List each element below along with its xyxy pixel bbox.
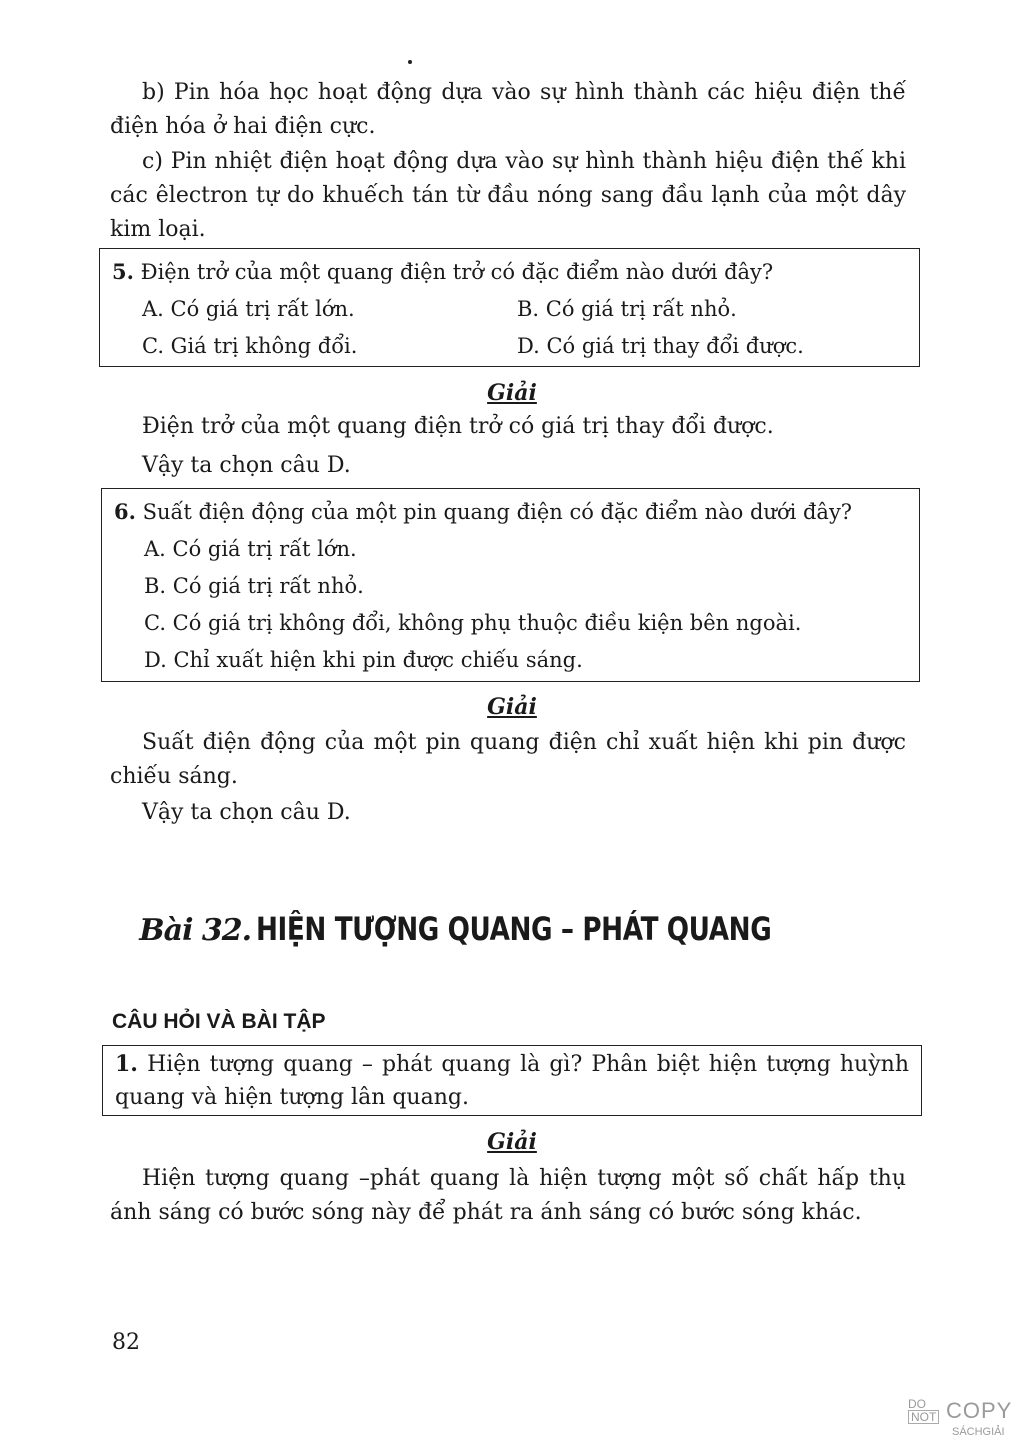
question-5-option-a: A. Có giá trị rất lớn. <box>142 297 355 321</box>
question-6-stem: Suất điện động của một pin quang điện có đặc điểm nào dưới đây? <box>142 500 853 524</box>
watermark-do: DO <box>908 1397 926 1411</box>
answer-b-text: b) Pin hóa học hoạt động dựa vào sự hình thành các hiệu điện thế điện hóa ở hai điện cực. <box>110 80 906 139</box>
question-6-text <box>114 493 907 531</box>
solution-6-conclusion: Vậy ta chọn câu D. <box>142 800 351 825</box>
lesson-title: HIỆN TƯỢNG QUANG – PHÁT QUANG <box>256 910 772 948</box>
ink-speck <box>408 60 412 64</box>
watermark-brand: SÁCHGIẢI <box>952 1426 1005 1438</box>
question-5-option-d: D. Có giá trị thay đổi được. <box>517 334 804 358</box>
question-6-box <box>101 488 920 682</box>
solution-heading-6: Giải <box>487 694 537 720</box>
question-6-option-a: A. Có giá trị rất lớn. <box>144 537 357 561</box>
solution-5-conclusion: Vậy ta chọn câu D. <box>142 453 351 478</box>
solution-5-text: Điện trở của một quang điện trở có giá trị thay đổi được. <box>142 414 774 439</box>
question-5-stem: Điện trở của một quang điện trở có đặc điểm nào dưới đây? <box>140 260 774 284</box>
lesson-prefix: Bài 32. <box>139 913 252 948</box>
lesson-solution-1-text: Hiện tượng quang –phát quang là hiện tượng một số chất hấp thụ ánh sáng có bước sóng này để phát ra ánh sáng có bước sóng khác. <box>110 1166 906 1225</box>
question-5-options-row-1 <box>112 291 907 328</box>
watermark-not: NOT <box>908 1410 939 1424</box>
lesson-question-1-box <box>102 1045 922 1116</box>
lesson-heading <box>0 910 1024 960</box>
watermark-logo <box>906 1396 1016 1442</box>
lesson-question-1-stem: Hiện tượng quang – phát quang là gì? Phân biệt hiện tượng huỳnh quang và hiện tượng lân quang. <box>115 1052 909 1110</box>
question-5-box <box>99 248 920 367</box>
page-number: 82 <box>112 1330 140 1355</box>
lesson-question-1-text <box>115 1048 909 1114</box>
watermark-copy: COPY <box>946 1398 1013 1423</box>
question-5-options-row-2 <box>112 328 907 365</box>
solution-heading-l1: Giải <box>487 1129 537 1155</box>
question-5-text <box>112 253 907 291</box>
answer-c-text: c) Pin nhiệt điện hoạt động dựa vào sự hình thành hiệu điện thế khi các êlectron tự do khuếch tán từ đầu nóng sang đầu lạnh của một dây kim loại. <box>110 149 906 242</box>
question-5-number: 5. <box>112 259 134 284</box>
question-6-option-b: B. Có giá trị rất nhỏ. <box>144 574 364 598</box>
solution-heading-5: Giải <box>487 380 537 406</box>
question-5-option-b: B. Có giá trị rất nhỏ. <box>517 297 737 321</box>
question-6-option-c: C. Có giá trị không đổi, không phụ thuộc điều kiện bên ngoài. <box>144 611 802 635</box>
section-title: CÂU HỎI VÀ BÀI TẬP <box>112 1010 326 1033</box>
solution-6-text: Suất điện động của một pin quang điện chỉ xuất hiện khi pin được chiếu sáng. <box>110 730 906 789</box>
question-5-option-c: C. Giá trị không đổi. <box>142 334 358 358</box>
lesson-question-1-number: 1. <box>115 1051 138 1077</box>
question-6-number: 6. <box>114 499 136 524</box>
question-6-option-d: D. Chỉ xuất hiện khi pin được chiếu sáng. <box>144 648 583 672</box>
